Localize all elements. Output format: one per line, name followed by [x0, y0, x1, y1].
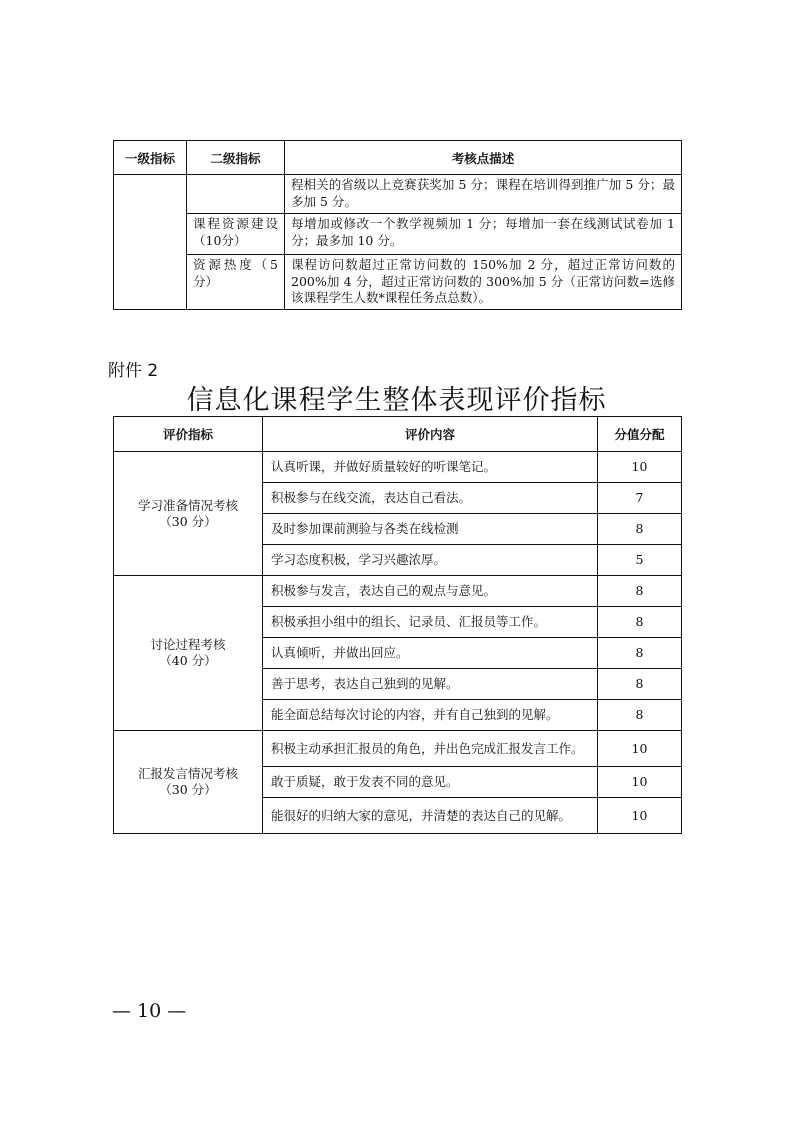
score-cell: 8: [598, 638, 682, 669]
level1-cell-empty: [114, 175, 187, 310]
content-cell: 积极主动承担汇报员的角色，并出色完成汇报发言工作。: [263, 731, 598, 767]
table-header-row: [114, 417, 682, 452]
score-cell: 8: [598, 700, 682, 731]
content-cell: 能全面总结每次讨论的内容，并有自己独到的见解。: [263, 700, 598, 731]
annex-label: 附件 2: [108, 361, 159, 381]
category-name: 讨论过程考核: [150, 637, 226, 652]
header-indicator: 评价指标: [114, 417, 263, 452]
content-cell: 善于思考，表达自己独到的见解。: [263, 669, 598, 700]
table-row: [114, 255, 682, 310]
page-number: — 10 —: [112, 1000, 187, 1022]
table-row: [114, 175, 682, 214]
content-cell: 积极参与发言，表达自己的观点与意见。: [263, 576, 598, 607]
category-name: 汇报发言情况考核: [137, 766, 238, 781]
table-row: [114, 214, 682, 255]
content-cell: 及时参加课前测验与各类在线检测: [263, 514, 598, 545]
score-cell: 10: [598, 767, 682, 798]
description-cell: 程相关的省级以上竞赛获奖加 5 分；课程在培训得到推广加 5 分；最多加 5 分。: [285, 175, 682, 214]
score-cell: 10: [598, 798, 682, 834]
header-description: 考核点描述: [285, 141, 682, 175]
header-score: 分值分配: [598, 417, 682, 452]
description-cell: 每增加或修改一个教学视频加 1 分；每增加一套在线测试试卷加 1 分；最多加 10 分。: [285, 214, 682, 255]
header-level2: 二级指标: [187, 141, 285, 175]
score-cell: 10: [598, 452, 682, 483]
indicator-table-continued: [113, 140, 682, 310]
category-points: （30 分）: [159, 513, 217, 529]
category-name: 学习准备情况考核: [137, 497, 238, 513]
content-cell: 认真听课，并做好质量较好的听课笔记。: [263, 452, 598, 483]
header-content: 评价内容: [263, 417, 598, 452]
category-cell: [114, 731, 263, 834]
score-cell: 8: [598, 607, 682, 638]
content-cell: 认真倾听，并做出回应。: [263, 638, 598, 669]
category-cell: [114, 452, 263, 576]
score-cell: 8: [598, 576, 682, 607]
score-cell: 8: [598, 514, 682, 545]
content-cell: 学习态度积极，学习兴趣浓厚。: [263, 545, 598, 576]
score-cell: 8: [598, 669, 682, 700]
page-title: 信息化课程学生整体表现评价指标: [186, 385, 607, 416]
score-cell: 7: [598, 483, 682, 514]
level2-cell: 资源热度（5分）: [187, 255, 285, 310]
category-cell: [114, 576, 263, 731]
table-row: [114, 576, 682, 607]
level2-cell: 课程资源建设（10分）: [187, 214, 285, 255]
content-cell: 积极承担小组中的组长、记录员、汇报员等工作。: [263, 607, 598, 638]
score-cell: 10: [598, 731, 682, 767]
table-header-row: [114, 141, 682, 175]
score-cell: 5: [598, 545, 682, 576]
category-points: （40 分）: [159, 653, 217, 668]
category-points: （30 分）: [159, 782, 217, 797]
table-row: [114, 731, 682, 767]
content-cell: 敢于质疑，敢于发表不同的意见。: [263, 767, 598, 798]
content-cell: 积极参与在线交流，表达自己看法。: [263, 483, 598, 514]
content-cell: 能很好的归纳大家的意见，并清楚的表达自己的见解。: [263, 798, 598, 834]
table-row: [114, 452, 682, 483]
description-cell: 课程访问数超过正常访问数的 150%加 2 分，超过正常访问数的 200%加 4 分，超过正常访问数的 300%加 5 分（正常访问数=选修该课程学生人数*课程任务点总数）。: [285, 255, 682, 310]
level2-cell: [187, 175, 285, 214]
header-level1: 一级指标: [114, 141, 187, 175]
evaluation-table: [113, 416, 682, 834]
